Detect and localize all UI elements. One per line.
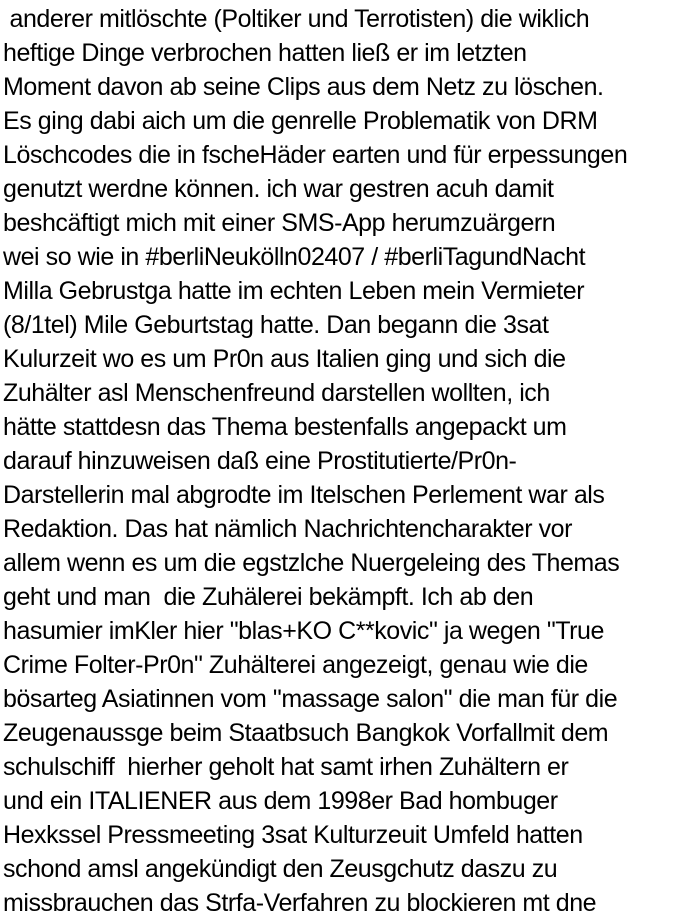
text-line: wei so wie in #berliNeukölln02407 / #berliTagundNacht <box>3 243 586 271</box>
text-line: genutzt werdne können. ich war gestren acuh damit <box>3 175 554 203</box>
text-line: missbrauchen das Strfa-Verfahren zu blockieren mt dne <box>3 889 597 917</box>
text-line: anderer mitlöschte (Poltiker und Terrotisten) die wiklich <box>3 5 590 33</box>
text-line: Crime Folter-Pr0n" Zuhälterei angezeigt, genau wie die <box>3 651 588 679</box>
text-line: und ein ITALIENER aus dem 1998er Bad hombuger <box>3 787 558 815</box>
text-line: allem wenn es um die egstzlche Nuergeleing des Themas <box>3 549 620 577</box>
text-line: Moment davon ab seine Clips aus dem Netz zu löschen. <box>3 73 604 101</box>
text-line: Hexkssel Pressmeeting 3sat Kulturzeuit Umfeld hatten <box>3 821 583 849</box>
text-line: Löschcodes die in fscheHäder earten und für erpessungen <box>3 141 628 169</box>
text-line: Redaktion. Das hat nämlich Nachrichtencharakter vor <box>3 515 572 543</box>
text-line: heftige Dinge verbrochen hatten ließ er im letzten <box>3 39 527 67</box>
text-line: Zuhälter asl Menschenfreund darstellen wollten, ich <box>3 379 550 407</box>
text-line: hasumier imKler hier "blas+KO C**kovic" ja wegen "True <box>3 617 604 645</box>
text-line: bösarteg Asiatinnen vom "massage salon" die man für die <box>3 685 618 713</box>
text-line: Milla Gebrustga hatte im echten Leben mein Vermieter <box>3 277 585 305</box>
text-line: geht und man die Zuhälerei bekämpft. Ich ab den <box>3 583 534 611</box>
text-line: Zeugenaussge beim Staatbsuch Bangkok Vorfallmit dem <box>3 719 609 747</box>
text-line: (8/1tel) Mile Geburtstag hatte. Dan begann die 3sat <box>3 311 549 339</box>
text-line: schond amsl angekündigt den Zeusgchutz daszu zu <box>3 855 558 883</box>
text-line: Kulurzeit wo es um Pr0n aus Italien ging und sich die <box>3 345 566 373</box>
text-line: darauf hinzuweisen daß eine Prostitutierte/Pr0n- <box>3 447 517 475</box>
text-line: Darstellerin mal abgrodte im Itelschen Perlement war als <box>3 481 605 509</box>
text-line: beshcäftigt mich mit einer SMS-App herumzuärgern <box>3 209 556 237</box>
text-line: hätte stattdesn das Thema bestenfalls angepackt um <box>3 413 567 441</box>
text-line: Es ging dabi aich um die genrelle Problematik von DRM <box>3 107 598 135</box>
text-line: schulschiff hierher geholt hat samt irhen Zuhältern er <box>3 753 569 781</box>
